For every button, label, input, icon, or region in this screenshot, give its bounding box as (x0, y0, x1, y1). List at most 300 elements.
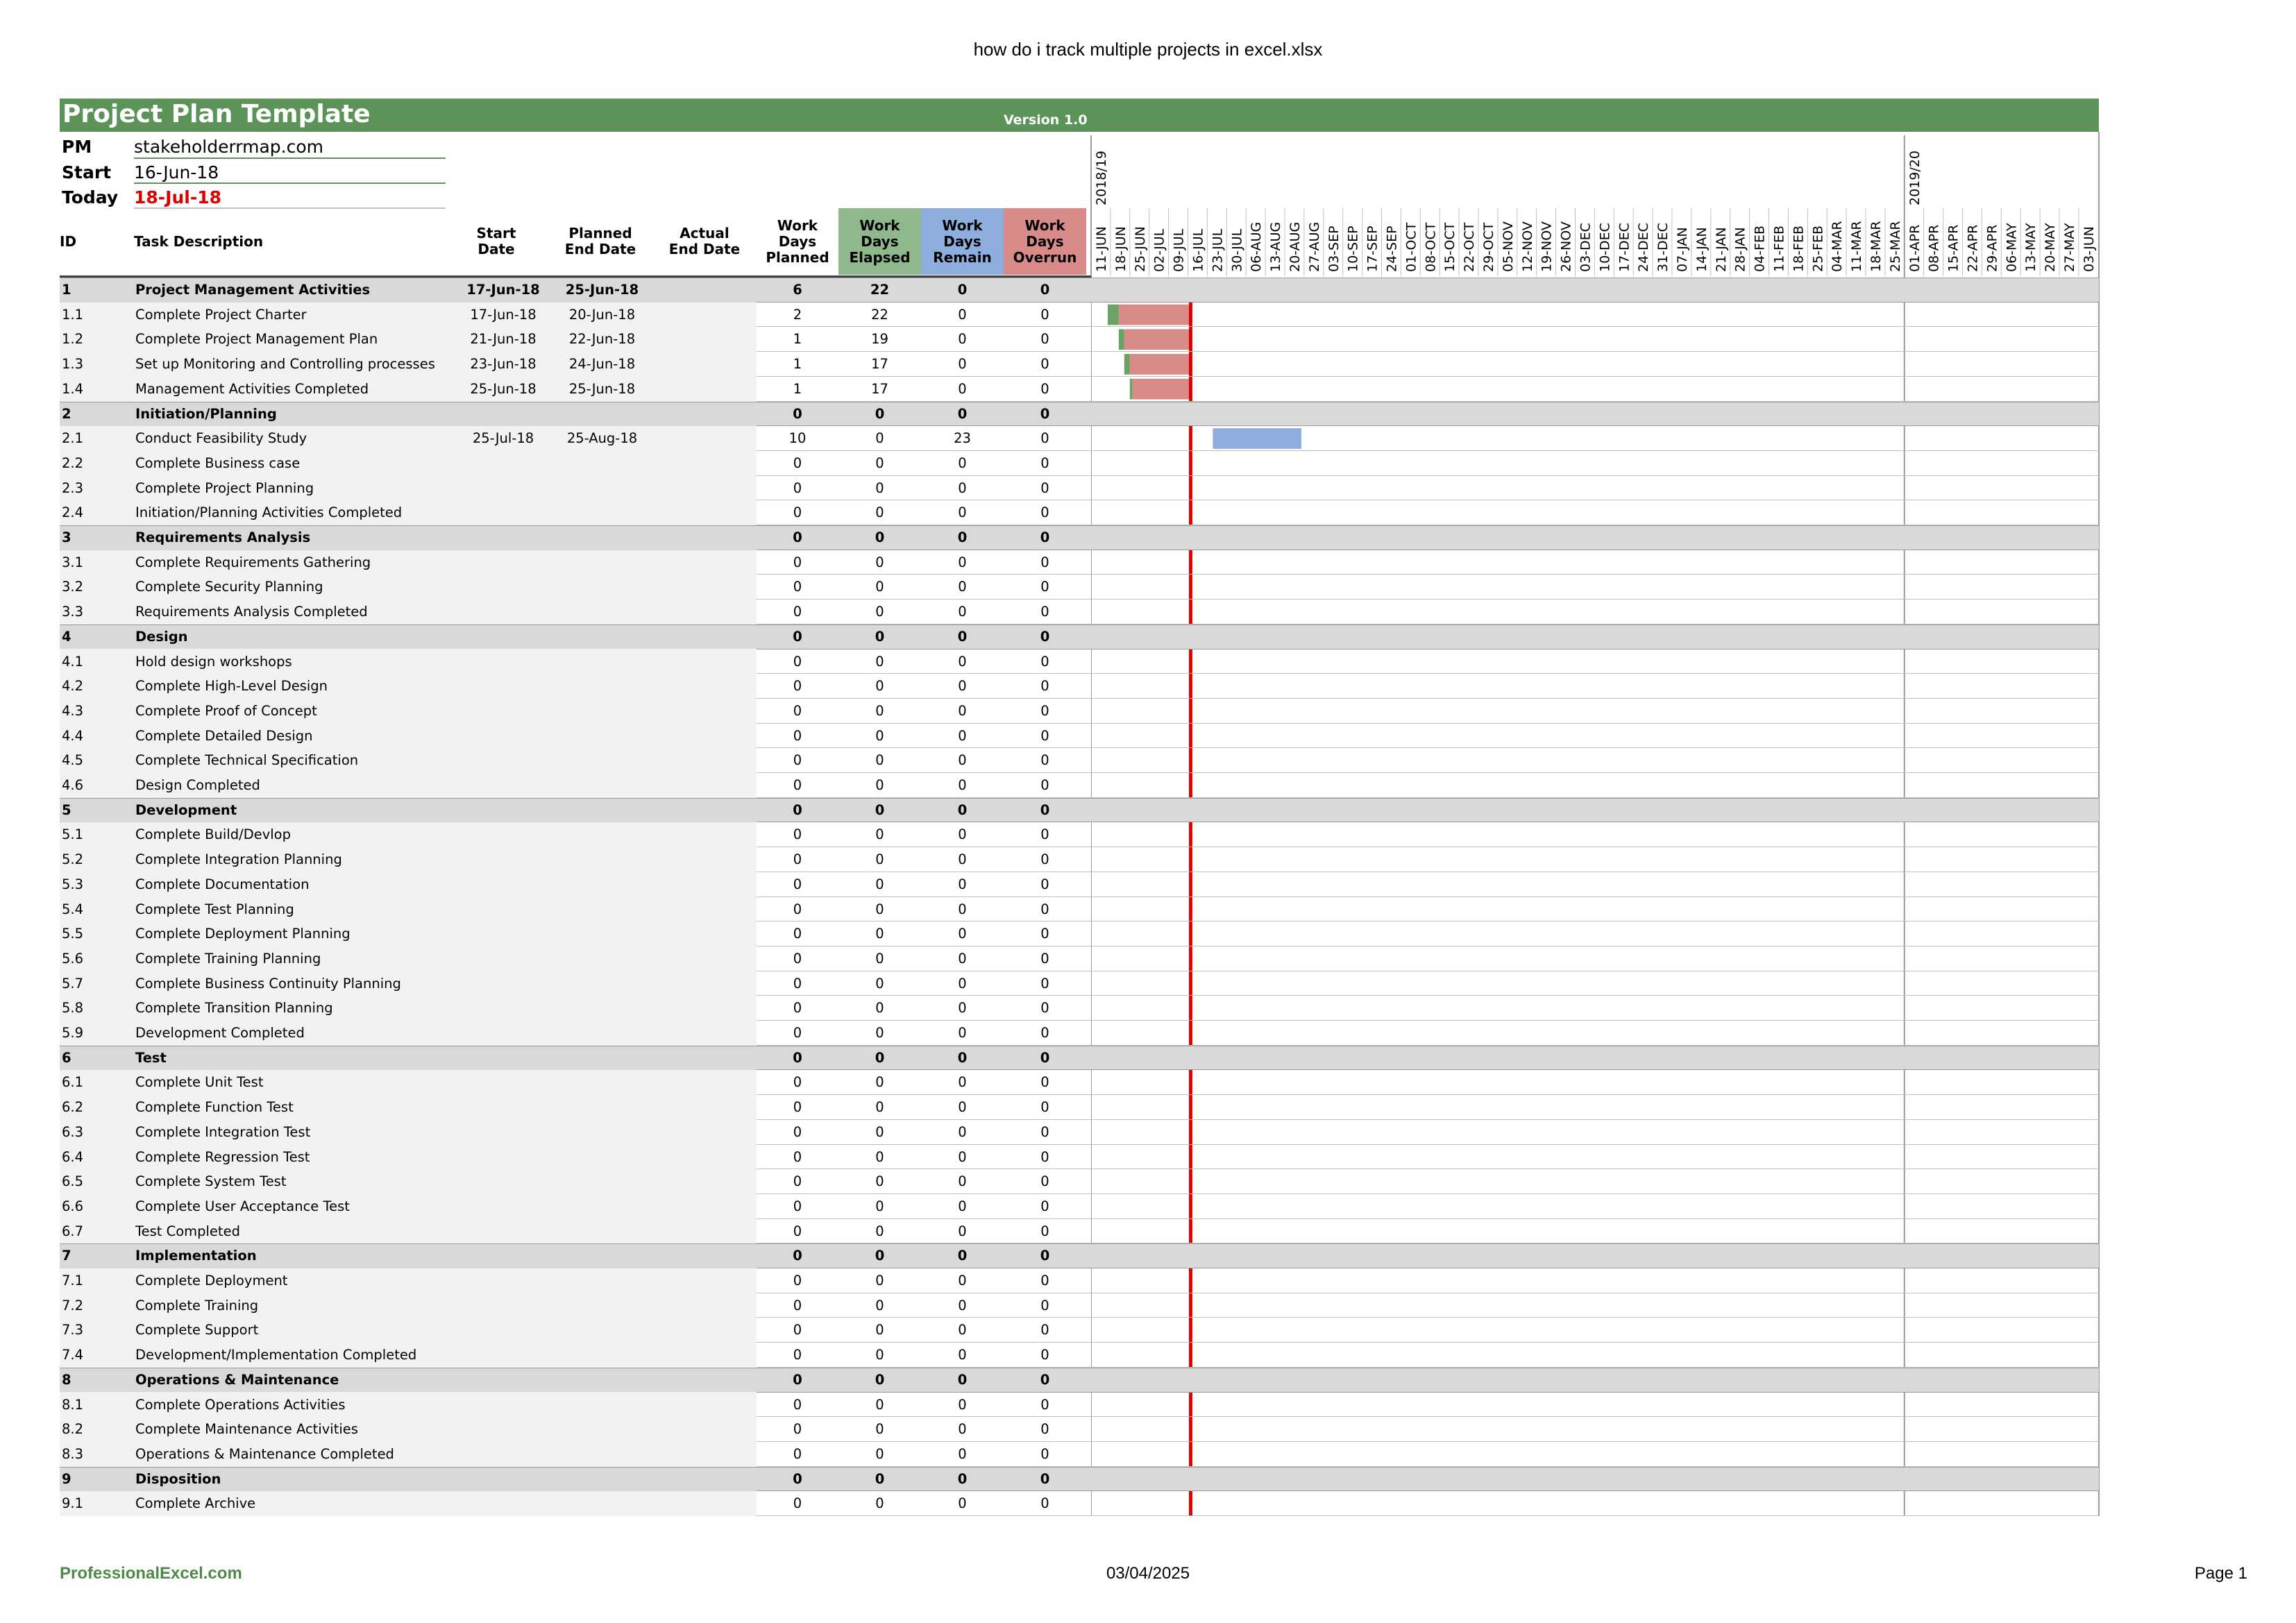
cell-aend (656, 352, 753, 377)
cell-planned: 0 (793, 1099, 802, 1116)
cell-planned: 0 (793, 1322, 802, 1339)
cell-aend (656, 451, 753, 476)
week-label: 22-OCT (1462, 222, 1478, 272)
cell-remain: 0 (958, 727, 967, 744)
cell-desc: Complete Operations Activities (135, 1396, 346, 1413)
cell-overrun: 0 (1040, 777, 1049, 793)
cell-aend (656, 525, 753, 550)
cell-pend (552, 798, 652, 823)
cell-aend (656, 1095, 753, 1120)
week-label: 13-MAY (2023, 223, 2039, 272)
cell-aend (656, 1070, 753, 1095)
cell-start: 23-Jun-18 (470, 356, 537, 373)
cell-id: 5 (62, 801, 71, 818)
cell-start (455, 724, 552, 749)
week-label: 04-MAR (1830, 221, 1846, 272)
cell-start (455, 773, 552, 798)
cell-planned: 0 (793, 1000, 802, 1017)
cell-elapsed: 0 (875, 628, 885, 645)
week-label: 29-OCT (1480, 222, 1496, 272)
cell-remain: 0 (957, 1470, 968, 1487)
cell-elapsed: 0 (875, 1273, 884, 1289)
cell-planned: 10 (788, 430, 807, 447)
week-label: 23-JUL (1210, 228, 1226, 272)
cell-id: 5.4 (62, 901, 84, 917)
week-label: 26-NOV (1558, 221, 1574, 272)
cell-elapsed: 0 (875, 1396, 884, 1413)
cell-start (455, 1145, 552, 1170)
cell-overrun: 0 (1040, 405, 1050, 422)
cell-start (455, 1417, 552, 1442)
header-remain-line1: Work (942, 216, 983, 234)
cell-desc: Complete Build/Devlop (135, 826, 291, 843)
cell-remain: 0 (958, 380, 967, 397)
footer-date: 03/04/2025 (1106, 1564, 1190, 1583)
cell-elapsed: 0 (875, 926, 884, 942)
cell-planned: 0 (793, 901, 802, 917)
cell-remain: 0 (958, 851, 967, 868)
cell-start (455, 1268, 552, 1293)
start-label: Start (62, 162, 112, 182)
cell-pend (552, 550, 652, 575)
cell-aend (656, 798, 753, 823)
cell-elapsed: 0 (875, 950, 884, 967)
cell-aend (656, 1442, 753, 1467)
cell-overrun: 0 (1040, 356, 1049, 373)
cell-remain: 0 (958, 702, 967, 719)
cell-id: 4.3 (62, 702, 84, 719)
cell-start (455, 1070, 552, 1095)
week-label: 27-MAY (2061, 223, 2077, 272)
cell-planned: 0 (793, 752, 802, 769)
cell-remain: 0 (958, 604, 967, 620)
gantt-overrun-bar (1133, 379, 1191, 400)
week-label: 18-JUN (1113, 226, 1129, 272)
header-elapsed-line1: Work (859, 216, 900, 234)
cell-start: 21-Jun-18 (470, 331, 537, 348)
cell-pend (552, 674, 652, 699)
cell-elapsed: 0 (875, 1198, 884, 1214)
gantt-planned-bar (1108, 305, 1119, 325)
cell-pend (552, 724, 652, 749)
header-aend-line2: End Date (668, 241, 741, 257)
cell-remain: 0 (958, 653, 967, 670)
cell-desc: Complete Training (135, 1297, 259, 1314)
cell-aend (656, 1467, 753, 1492)
cell-overrun: 0 (1040, 702, 1049, 719)
cell-pend (552, 624, 652, 649)
cell-planned: 0 (793, 1371, 802, 1388)
cell-overrun: 0 (1040, 1371, 1050, 1388)
cell-start (455, 600, 552, 624)
cell-desc: Complete Integration Test (135, 1123, 311, 1140)
cell-desc: Complete Archive (135, 1495, 256, 1512)
week-label: 02-JUL (1151, 228, 1167, 272)
cell-remain: 0 (957, 1049, 968, 1066)
cell-elapsed: 0 (875, 1248, 885, 1264)
cell-overrun: 0 (1040, 1025, 1049, 1041)
cell-desc: Complete Support (135, 1322, 259, 1339)
cell-remain: 0 (957, 801, 968, 818)
gantt-planned-bar (1130, 379, 1133, 400)
cell-aend (656, 1219, 753, 1244)
cell-desc: Complete Deployment Planning (135, 926, 351, 942)
header-id-text: ID (60, 232, 77, 250)
cell-planned: 0 (793, 405, 802, 422)
cell-pend (552, 1145, 652, 1170)
cell-elapsed: 0 (875, 454, 884, 471)
cell-desc: Design (135, 628, 188, 645)
cell-planned: 0 (793, 529, 802, 545)
cell-remain: 0 (958, 1123, 967, 1140)
cell-remain: 0 (958, 1421, 967, 1438)
week-label: 06-AUG (1249, 221, 1265, 272)
cell-id: 5.7 (62, 975, 84, 992)
cell-id: 4.5 (62, 752, 84, 769)
cell-desc: Complete Transition Planning (135, 1000, 333, 1017)
cell-elapsed: 0 (875, 653, 884, 670)
cell-remain: 0 (958, 1025, 967, 1041)
cell-remain: 0 (957, 405, 968, 422)
cell-aend (656, 426, 753, 451)
cell-desc: Complete Business Continuity Planning (135, 975, 401, 992)
cell-aend (656, 822, 753, 847)
cell-remain: 0 (958, 454, 967, 471)
week-label: 15-APR (1945, 224, 1961, 272)
cell-start: 17-Jun-18 (466, 282, 540, 298)
week-label: 17-DEC (1617, 223, 1632, 272)
cell-planned: 0 (793, 504, 802, 521)
cell-elapsed: 19 (871, 331, 888, 348)
cell-planned: 0 (793, 1495, 802, 1512)
cell-pend (552, 822, 652, 847)
cell-aend (656, 1120, 753, 1145)
cell-pend (552, 1095, 652, 1120)
cell-aend (656, 674, 753, 699)
header-overrun-line1: Work (1024, 216, 1065, 234)
cell-remain: 0 (958, 777, 967, 793)
cell-id: 7.1 (62, 1273, 84, 1289)
cell-aend (656, 600, 753, 624)
cell-overrun: 0 (1040, 529, 1050, 545)
cell-planned: 0 (793, 653, 802, 670)
cell-overrun: 0 (1040, 975, 1049, 992)
cell-pend (552, 946, 652, 971)
cell-overrun: 0 (1040, 554, 1049, 570)
cell-remain: 0 (958, 876, 967, 892)
week-label: 28-JAN (1732, 227, 1748, 272)
week-label: 11-JUN (1093, 226, 1109, 272)
cell-aend (656, 476, 753, 501)
cell-elapsed: 0 (875, 504, 884, 521)
cell-id: 6.2 (62, 1099, 84, 1116)
cell-planned: 0 (793, 851, 802, 868)
cell-overrun: 0 (1040, 604, 1049, 620)
cell-id: 5.3 (62, 876, 84, 892)
cell-id: 5.6 (62, 950, 84, 967)
gantt-planned-bar (1124, 354, 1130, 375)
cell-overrun: 0 (1040, 1495, 1049, 1512)
cell-pend: 25-Aug-18 (566, 430, 638, 447)
cell-elapsed: 0 (875, 1445, 884, 1462)
cell-aend (656, 1021, 753, 1046)
cell-id: 4.4 (62, 727, 84, 744)
cell-remain: 0 (958, 950, 967, 967)
cell-overrun: 0 (1040, 1347, 1049, 1363)
header-start-line1: Start (476, 225, 516, 241)
header-start-line2: Date (478, 241, 515, 257)
cell-pend (552, 1467, 652, 1492)
cell-start (455, 971, 552, 996)
cell-planned: 0 (793, 1297, 802, 1314)
cell-aend (656, 1145, 753, 1170)
cell-id: 7.3 (62, 1322, 84, 1339)
cell-desc: Requirements Analysis Completed (135, 604, 368, 620)
cell-elapsed: 0 (875, 1223, 884, 1239)
cell-desc: Set up Monitoring and Controlling processes (135, 356, 435, 373)
cell-desc: Complete Business case (135, 454, 301, 471)
cell-start: 25-Jul-18 (472, 430, 534, 447)
cell-id: 2 (62, 405, 71, 422)
cell-planned: 0 (793, 950, 802, 967)
cell-planned: 0 (793, 1248, 802, 1264)
cell-id: 6.5 (62, 1173, 84, 1190)
cell-elapsed: 0 (875, 579, 884, 595)
cell-remain: 0 (958, 1074, 967, 1091)
cell-pend (552, 921, 652, 946)
cell-desc: Conduct Feasibility Study (135, 430, 307, 447)
cell-id: 7 (62, 1248, 71, 1264)
cell-overrun: 0 (1040, 1421, 1049, 1438)
fiscal-year-label: 2019/20 (1907, 151, 1923, 205)
cell-id: 1.4 (62, 380, 84, 397)
cell-aend (656, 327, 753, 352)
cell-elapsed: 0 (875, 678, 884, 695)
cell-pend: 25-Jun-18 (568, 380, 636, 397)
cell-start (455, 946, 552, 971)
cell-elapsed: 0 (875, 479, 884, 496)
cell-aend (656, 946, 753, 971)
cell-elapsed: 0 (875, 777, 884, 793)
cell-aend (656, 624, 753, 649)
cell-pend (552, 1318, 652, 1343)
cell-elapsed: 0 (875, 430, 884, 447)
cell-aend (656, 377, 753, 402)
cell-remain: 0 (958, 1495, 967, 1512)
cell-id: 4.2 (62, 678, 84, 695)
cell-id: 6.3 (62, 1123, 84, 1140)
cell-overrun: 0 (1040, 454, 1049, 471)
cell-desc: Complete Deployment (135, 1273, 288, 1289)
cell-remain: 0 (958, 331, 967, 348)
gantt-planned-bar (1119, 329, 1124, 350)
cell-desc: Development (135, 801, 237, 818)
cell-id: 3.2 (62, 579, 84, 595)
cell-pend (552, 1070, 652, 1095)
cell-desc: Complete Regression Test (135, 1148, 310, 1165)
cell-id: 4.1 (62, 653, 84, 670)
cell-desc: Test (135, 1049, 167, 1066)
cell-id: 6.1 (62, 1074, 84, 1091)
phase-topline (60, 1467, 2099, 1468)
week-label: 01-OCT (1403, 222, 1419, 272)
footer-page-number: Page 1 (2194, 1564, 2247, 1583)
gantt-remaining-bar (1213, 428, 1301, 449)
cell-elapsed: 0 (875, 529, 885, 545)
cell-elapsed: 0 (875, 1371, 885, 1388)
header-pend-line1: Planned (568, 225, 632, 241)
week-label: 10-SEP (1345, 226, 1361, 272)
cell-start (455, 1318, 552, 1343)
fiscal-year-label: 2018/19 (1093, 151, 1109, 205)
cell-planned: 0 (793, 554, 802, 570)
cell-overrun: 0 (1040, 727, 1049, 744)
cell-pend (552, 1393, 652, 1418)
cell-overrun: 0 (1040, 1099, 1049, 1116)
cell-start (455, 550, 552, 575)
cell-elapsed: 0 (875, 1347, 884, 1363)
cell-overrun: 0 (1040, 1198, 1049, 1214)
cell-id: 7.2 (62, 1297, 84, 1314)
cell-pend (552, 872, 652, 897)
cell-elapsed: 0 (875, 876, 884, 892)
cell-aend (656, 724, 753, 749)
cell-desc: Development Completed (135, 1025, 305, 1041)
cell-start (455, 822, 552, 847)
cell-id: 5.1 (62, 826, 84, 843)
cell-planned: 0 (793, 926, 802, 942)
week-label: 05-NOV (1500, 221, 1516, 272)
cell-remain: 0 (958, 901, 967, 917)
cell-aend (656, 1417, 753, 1442)
cell-remain: 0 (958, 1273, 967, 1289)
cell-elapsed: 0 (875, 1495, 884, 1512)
cell-desc: Hold design workshops (135, 653, 292, 670)
cell-start (455, 1169, 552, 1194)
cell-start (455, 525, 552, 550)
cell-id: 3 (62, 529, 71, 545)
cell-aend (656, 1343, 753, 1368)
cell-start (455, 649, 552, 674)
cell-planned: 0 (793, 777, 802, 793)
cell-start (455, 1021, 552, 1046)
cell-overrun: 0 (1040, 876, 1049, 892)
cell-aend (656, 996, 753, 1021)
cell-overrun: 0 (1040, 950, 1049, 967)
cell-start (455, 575, 552, 600)
phase-topline (60, 1243, 2099, 1244)
cell-desc: Complete Project Planning (135, 479, 314, 496)
cell-aend (656, 699, 753, 724)
cell-remain: 0 (957, 282, 968, 298)
cell-overrun: 0 (1040, 851, 1049, 868)
cell-overrun: 0 (1040, 504, 1049, 521)
cell-id: 8.2 (62, 1421, 84, 1438)
cell-aend (656, 649, 753, 674)
week-label: 14-JAN (1694, 227, 1710, 272)
cell-id: 6.4 (62, 1148, 84, 1165)
cell-desc: Project Management Activities (135, 282, 371, 298)
cell-elapsed: 0 (875, 604, 884, 620)
week-label: 01-APR (1907, 224, 1923, 272)
cell-pend (552, 1491, 652, 1516)
cell-elapsed: 0 (875, 1322, 884, 1339)
cell-overrun: 0 (1040, 1123, 1049, 1140)
cell-overrun: 0 (1040, 1396, 1049, 1413)
cell-remain: 0 (958, 306, 967, 323)
cell-start (455, 996, 552, 1021)
cell-remain: 0 (958, 1322, 967, 1339)
cell-planned: 0 (793, 579, 802, 595)
cell-desc: Complete Detailed Design (135, 727, 313, 744)
cell-planned: 0 (793, 876, 802, 892)
cell-elapsed: 0 (875, 975, 884, 992)
week-label: 17-SEP (1365, 226, 1381, 272)
cell-aend (656, 1368, 753, 1393)
cell-desc: Complete Technical Specification (135, 752, 359, 769)
cell-aend (656, 1169, 753, 1194)
week-label: 03-SEP (1326, 226, 1342, 272)
cell-aend (656, 402, 753, 427)
cell-overrun: 0 (1040, 826, 1049, 843)
cell-remain: 0 (958, 1396, 967, 1413)
cell-elapsed: 0 (875, 801, 885, 818)
cell-planned: 0 (793, 628, 802, 645)
start-value: 16-Jun-18 (134, 162, 219, 182)
cell-overrun: 0 (1040, 1297, 1049, 1314)
pm-value: stakeholderrmap.com (134, 137, 324, 157)
cell-aend (656, 1268, 753, 1293)
cell-start (455, 1194, 552, 1219)
cell-remain: 0 (958, 1297, 967, 1314)
week-label: 18-FEB (1791, 225, 1807, 272)
cell-pend (552, 1343, 652, 1368)
header-aend-line1: Actual (679, 225, 729, 241)
week-label: 11-FEB (1771, 225, 1787, 272)
cell-pend (552, 525, 652, 550)
cell-overrun: 0 (1040, 579, 1049, 595)
cell-start (455, 1368, 552, 1393)
cell-pend (552, 476, 652, 501)
cell-pend: 25-Jun-18 (565, 282, 639, 298)
cell-remain: 0 (958, 1099, 967, 1116)
cell-planned: 0 (793, 801, 802, 818)
cell-desc: Development/Implementation Completed (135, 1347, 417, 1363)
cell-aend (656, 897, 753, 922)
gantt-overrun-bar (1119, 305, 1191, 325)
cell-remain: 0 (958, 1148, 967, 1165)
cell-overrun: 0 (1040, 331, 1049, 348)
cell-overrun: 0 (1040, 926, 1049, 942)
cell-elapsed: 0 (875, 1148, 884, 1165)
header-planned-line3: Planned (766, 248, 829, 266)
cell-id: 1.3 (62, 356, 84, 373)
cell-overrun: 0 (1040, 678, 1049, 695)
cell-planned: 0 (793, 1445, 802, 1462)
cell-pend (552, 748, 652, 773)
cell-start (455, 897, 552, 922)
week-label: 11-MAR (1849, 221, 1865, 272)
cell-desc: Design Completed (135, 777, 260, 793)
cell-elapsed: 22 (871, 306, 888, 323)
cell-aend (656, 1393, 753, 1418)
cell-desc: Complete Maintenance Activities (135, 1421, 358, 1438)
cell-remain: 0 (958, 1000, 967, 1017)
cell-desc: Complete Documentation (135, 876, 310, 892)
header-remain-line3: Remain (933, 248, 992, 266)
cell-start (455, 1243, 552, 1268)
cell-id: 5.9 (62, 1025, 84, 1041)
